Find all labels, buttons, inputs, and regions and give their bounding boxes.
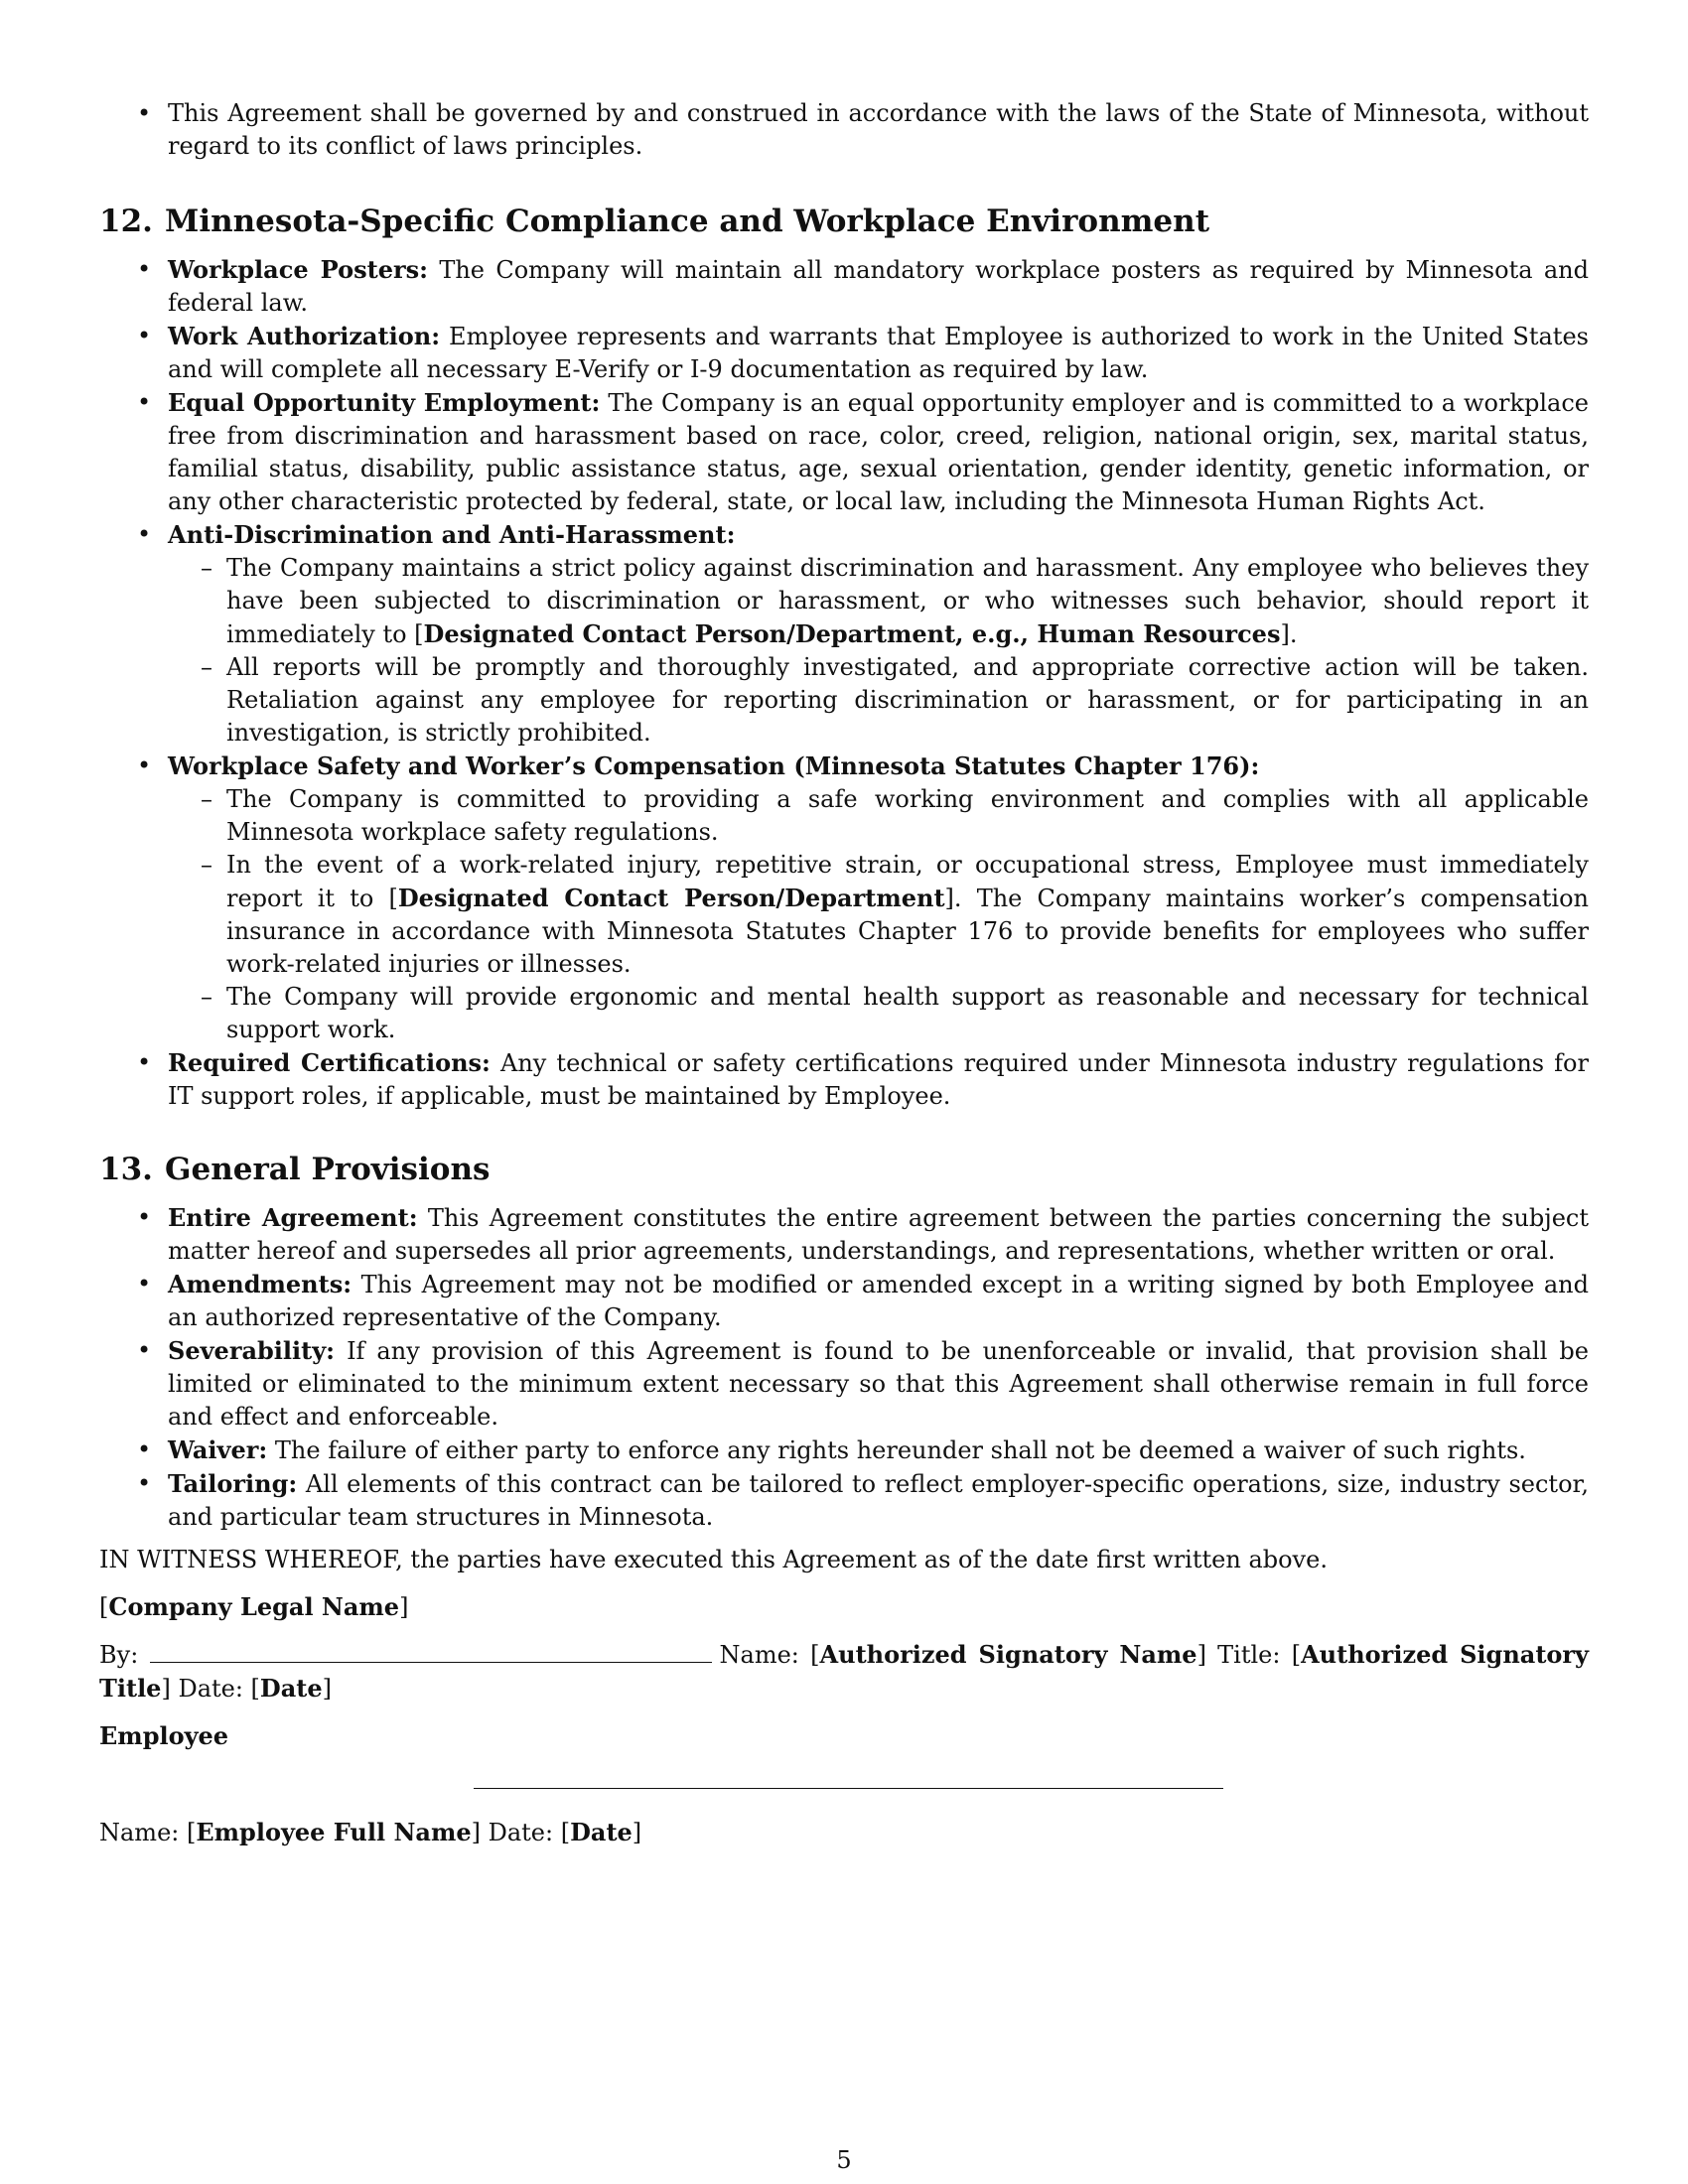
section-number: 13. bbox=[99, 1152, 153, 1187]
signatory-title-placeholder: Authorized Signatory Title bbox=[99, 1640, 1589, 1703]
item-label: Equal Opportunity Employment: bbox=[168, 388, 601, 417]
governing-law-list bbox=[99, 97, 1589, 163]
item-text: The failure of either party to enforce any rights hereunder shall not be deemed a waiver of such rights. bbox=[274, 1436, 1526, 1464]
list-item bbox=[99, 1201, 1589, 1268]
sub-list-item bbox=[168, 651, 1589, 750]
company-signature-line[interactable] bbox=[150, 1638, 712, 1663]
section-12-list bbox=[99, 253, 1589, 1113]
item-label: Tailoring: bbox=[168, 1469, 298, 1498]
date-label: ] Date: [ bbox=[161, 1675, 260, 1703]
item-text: In the event of a work-related injury, repetitive strain, or occupational stress, Employee must immediately report it to [ bbox=[226, 851, 1589, 912]
item-label: Amendments: bbox=[168, 1270, 352, 1298]
bracket: [ bbox=[99, 1593, 109, 1621]
name-label: Name: [ bbox=[719, 1641, 820, 1669]
company-name-placeholder: Company Legal Name bbox=[108, 1592, 400, 1621]
list-item bbox=[99, 750, 1589, 1046]
list-item bbox=[99, 1433, 1589, 1467]
date-placeholder: Date bbox=[259, 1674, 323, 1703]
title-label: ] Title: [ bbox=[1196, 1641, 1302, 1669]
sub-list bbox=[168, 552, 1589, 750]
page-number: 5 bbox=[836, 2146, 852, 2174]
item-text: This Agreement constitutes the entire agreement between the parties concerning the subject matter hereof and supersedes all prior agreements, understandings, and representations, whether written or oral. bbox=[168, 1204, 1590, 1265]
item-label: Waiver: bbox=[168, 1435, 268, 1464]
section-title: General Provisions bbox=[165, 1152, 491, 1187]
list-item bbox=[99, 1334, 1589, 1433]
section-13-heading bbox=[99, 1150, 1589, 1189]
item-label: Required Certifications: bbox=[168, 1048, 491, 1077]
list-item bbox=[99, 386, 1589, 518]
list-item bbox=[99, 1467, 1589, 1534]
sub-list bbox=[168, 783, 1589, 1046]
item-text: All reports will be promptly and thoroughly investigated, and appropriate corrective action will be taken. Retaliation against any employee for reporting discrimination or harassment, or for participating in an investigation, is strictly prohibited. bbox=[226, 653, 1589, 747]
list-item bbox=[99, 320, 1589, 386]
item-label: Anti-Discrimination and Anti-Harassment: bbox=[168, 520, 736, 549]
section-13-list bbox=[99, 1201, 1589, 1534]
by-label: By: bbox=[99, 1641, 139, 1669]
date-label: ] Date: [ bbox=[471, 1819, 571, 1846]
employee-signature-line[interactable] bbox=[474, 1788, 1223, 1789]
date-placeholder: Date bbox=[570, 1818, 633, 1846]
section-12-heading bbox=[99, 202, 1589, 241]
document-page bbox=[99, 97, 1589, 1849]
bracket: ] bbox=[322, 1675, 333, 1703]
contact-placeholder: Designated Contact Person/Department bbox=[397, 884, 945, 912]
item-text: This Agreement may not be modified or amended except in a writing signed by both Employee and an authorized representative of the Company. bbox=[168, 1271, 1589, 1331]
employee-signature-area bbox=[99, 1752, 1589, 1804]
witness-statement: IN WITNESS WHEREOF, the parties have executed this Agreement as of the date first written above. bbox=[99, 1546, 1328, 1573]
section-number: 12. bbox=[99, 204, 153, 239]
item-text-end: ]. bbox=[1280, 620, 1298, 648]
item-label: Workplace Posters: bbox=[168, 255, 428, 284]
employee-name-line bbox=[99, 1816, 1589, 1849]
contact-placeholder: Designated Contact Person/Department, e.g., Human Resources bbox=[423, 619, 1281, 648]
governing-law-text: This Agreement shall be governed by and construed in accordance with the laws of the State of Minnesota, without regard to its conflict of laws principles. bbox=[168, 99, 1589, 160]
item-text: The Company will provide ergonomic and mental health support as reasonable and necessary for technical support work. bbox=[226, 983, 1589, 1043]
item-label: Workplace Safety and Worker’s Compensation (Minnesota Statutes Chapter 176): bbox=[168, 751, 1260, 780]
item-text: If any provision of this Agreement is found to be unenforceable or invalid, that provision shall be limited or eliminated to the minimum extent necessary so that this Agreement shall otherwise remain in full force and effect and enforceable. bbox=[168, 1337, 1589, 1431]
employee-name-placeholder: Employee Full Name bbox=[196, 1818, 472, 1846]
sub-list-item bbox=[168, 981, 1589, 1046]
list-item bbox=[99, 97, 1589, 163]
section-title: Minnesota-Specific Compliance and Workplace Environment bbox=[165, 204, 1210, 239]
signatory-name-placeholder: Authorized Signatory Name bbox=[819, 1640, 1197, 1669]
company-signature-block bbox=[99, 1638, 1589, 1706]
sub-list-item bbox=[168, 552, 1589, 651]
item-label: Work Authorization: bbox=[168, 322, 441, 350]
list-item bbox=[99, 253, 1589, 320]
item-text: The Company is an equal opportunity employer and is committed to a workplace free from discrimination and harassment based on race, color, creed, religion, national origin, sex, marital status, familial status, disability, public assistance status, age, sexual orientation, gender identity, genetic information, or any other characteristic protected by federal, state, or local law, including the Minnesota Human Rights Act. bbox=[168, 389, 1589, 515]
item-text: The Company will maintain all mandatory workplace posters as required by Minnesota and federal law. bbox=[168, 256, 1590, 317]
item-text: The Company maintains a strict policy against discrimination and harassment. Any employee who believes they have been subjected to discrimination or harassment, or who witnesses such behavior, should report it immediately to [ bbox=[226, 554, 1589, 648]
sub-list-item bbox=[168, 849, 1589, 981]
company-name-line bbox=[99, 1590, 1589, 1624]
employee-heading: Employee bbox=[99, 1721, 229, 1750]
item-label: Entire Agreement: bbox=[168, 1203, 418, 1232]
sub-list-item bbox=[168, 783, 1589, 849]
name-label: Name: [ bbox=[99, 1819, 197, 1846]
bracket: ] bbox=[399, 1593, 409, 1621]
item-text-end: ]. The Company maintains worker’s compensation insurance in accordance with Minnesota Statutes Chapter 176 to provide benefits for employees who suffer work-related injuries or illnesses. bbox=[226, 885, 1589, 978]
bracket: ] bbox=[632, 1819, 642, 1846]
item-text: All elements of this contract can be tailored to reflect employer-specific operations, size, industry sector, and particular team structures in Minnesota. bbox=[168, 1470, 1589, 1531]
list-item bbox=[99, 1046, 1589, 1113]
list-item bbox=[99, 1268, 1589, 1334]
item-text: Employee represents and warrants that Employee is authorized to work in the United States and will complete all necessary E-Verify or I-9 documentation as required by law. bbox=[168, 323, 1589, 383]
item-label: Severability: bbox=[168, 1336, 336, 1365]
item-text: Any technical or safety certifications required under Minnesota industry regulations for IT support roles, if applicable, must be maintained by Employee. bbox=[168, 1049, 1589, 1110]
list-item bbox=[99, 518, 1589, 750]
item-text: The Company is committed to providing a safe working environment and complies with all applicable Minnesota workplace safety regulations. bbox=[226, 785, 1589, 846]
